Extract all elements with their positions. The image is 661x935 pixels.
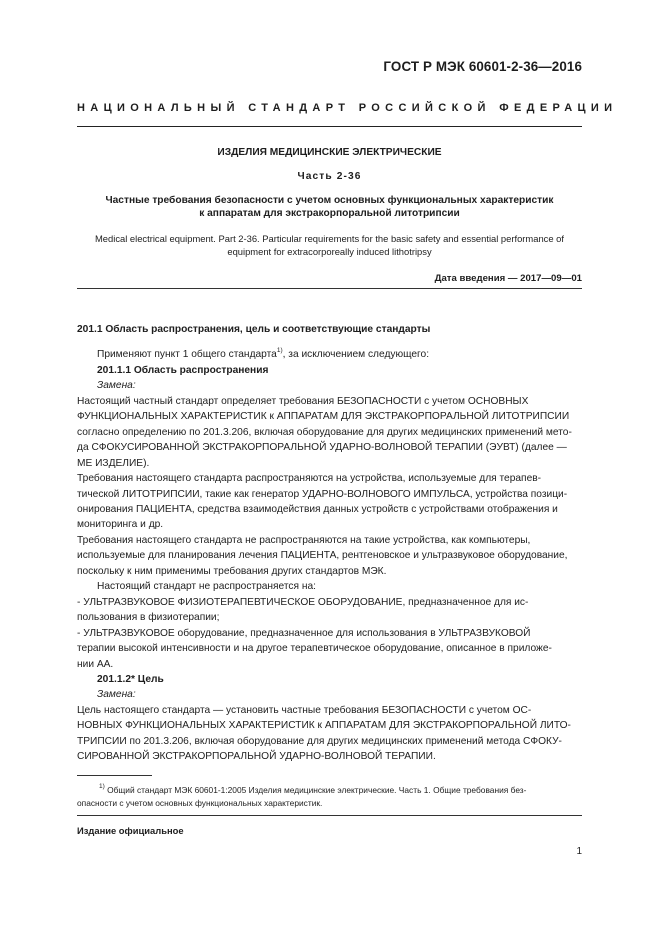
apply-text-end: , за исключением следующего:: [282, 349, 430, 361]
footnote-line: опасности с учетом основных функциональных характеристик.: [77, 797, 323, 808]
standard-id: ГОСТ Р МЭК 60601-2-36—2016: [383, 59, 582, 74]
introduction-date: Дата введения — 2017—09—01: [434, 273, 582, 284]
text-line: - УЛЬТРАЗВУКОВОЕ оборудование, предназначенное для использования в УЛЬТРАЗВУКОВОЙ: [77, 627, 531, 639]
text-line: Требования настоящего стандарта не распространяются на такие устройства, как компьютеры,: [77, 534, 531, 546]
replacement-label: Замена:: [97, 689, 136, 701]
list-item: [77, 626, 582, 672]
footnote-rule: [77, 775, 152, 776]
text-line: тической ЛИТОТРИПСИИ, такие как генератор УДАРНО-ВОЛНОВОГО ИМПУЛЬСА, устройства позици-: [77, 488, 568, 500]
paragraph-devices: [77, 471, 582, 533]
body-text: [77, 322, 582, 765]
paragraph-not-applicable: Настоящий стандарт не распространяется на:: [97, 581, 317, 593]
text-line: пользования в физиотерапии;: [77, 612, 220, 624]
document-title: ИЗДЕЛИЯ МЕДИЦИНСКИЕ ЭЛЕКТРИЧЕСКИЕ: [217, 147, 442, 158]
text-line: нии АА.: [77, 658, 114, 670]
text-line: ТРИПСИИ по 201.3.206, включая оборудование для других медицинских применений метода СФОКУ-: [77, 735, 562, 747]
paragraph-purpose: [77, 703, 582, 765]
page-number: 1: [576, 846, 582, 857]
apply-paragraph: [77, 343, 582, 362]
subtitle-en-line: Medical electrical equipment. Part 2-36. Particular requirements for the basic safety and essential performance of: [95, 233, 564, 244]
text-line: ФУНКЦИОНАЛЬНЫХ ХАРАКТЕРИСТИК к АППАРАТАМ ДЛЯ ЭКСТРАКОРПОРАЛЬНОЙ ЛИТОТРИПСИИ: [77, 411, 570, 423]
text-line: Требования настоящего стандарта распространяются на устройства, используемые для терапев-: [77, 473, 542, 485]
subsection-heading: 201.1.2* Цель: [97, 673, 164, 685]
text-line: терапии высокой интенсивности и на другое терапевтическое оборудование, описанное в приложе-: [77, 643, 552, 655]
subtitle-ru-line: к аппаратам для экстракорпоральной литотрипсии: [199, 208, 460, 219]
paragraph-exclusions: [77, 533, 582, 579]
subtitle-russian: [77, 194, 582, 220]
edition-label: Издание официальное: [77, 825, 184, 836]
text-line: онирования ПАЦИЕНТА, средства взаимодействия данных устройств с устройствами отображения и: [77, 503, 558, 515]
header-rule: [77, 126, 582, 127]
text-line: используемые для планирования лечения ПАЦИЕНТА, рентгеновское и ультразвуковое оборудование,: [77, 550, 568, 562]
footnote: [77, 781, 582, 809]
subtitle-ru-line: Частные требования безопасности с учетом основных функциональных характеристик: [105, 195, 554, 206]
footer-rule: [77, 815, 582, 816]
subtitle-english: [77, 233, 582, 258]
text-line: НОВНЫХ ФУНКЦИОНАЛЬНЫХ ХАРАКТЕРИСТИК к АППАРАТАМ ДЛЯ ЭКСТРАКОРПОРАЛЬНОЙ ЛИТО-: [77, 720, 571, 732]
text-line: СИРОВАННОЙ ЭКСТРАКОРПОРАЛЬНОЙ УДАРНО-ВОЛНОВОЙ ТЕРАПИИ.: [77, 751, 436, 763]
list-item: [77, 595, 582, 626]
text-line: согласно определению по 201.3.206, включая оборудование для других медицинских применений мето-: [77, 426, 572, 438]
text-line: Цель настоящего стандарта — установить частные требования БЕЗОПАСНОСТИ с учетом ОС-: [77, 704, 532, 716]
part-label: Часть 2-36: [297, 171, 362, 182]
text-line: поскольку к ним применимы требования других стандартов МЭК.: [77, 565, 387, 577]
subtitle-en-line: equipment for extracorporeally induced lithotripsy: [227, 245, 432, 257]
text-line: МЕ ИЗДЕЛИЕ).: [77, 457, 150, 469]
footnote-reference: 1): [276, 347, 283, 355]
section-heading: 201.1 Область распространения, цель и соответствующие стандарты: [77, 324, 431, 335]
date-rule: [77, 288, 582, 289]
text-line: Настоящий частный стандарт определяет требования БЕЗОПАСНОСТИ с учетом ОСНОВНЫХ: [77, 395, 529, 407]
subsection-heading: 201.1.1 Область распространения: [97, 364, 269, 376]
national-standard-heading: НАЦИОНАЛЬНЫЙ СТАНДАРТ РОССИЙСКОЙ ФЕДЕРАЦИИ: [77, 102, 618, 114]
replacement-label: Замена:: [97, 380, 136, 392]
text-line: мониторинга и др.: [77, 519, 164, 531]
footnote-mark: 1): [99, 783, 105, 790]
paragraph-scope: [77, 394, 582, 471]
footnote-line: [77, 781, 582, 797]
apply-text: Применяют пункт 1 общего стандарта: [97, 349, 277, 361]
text-line: - УЛЬТРАЗВУКОВОЕ ФИЗИОТЕРАПЕВТИЧЕСКОЕ ОБОРУДОВАНИЕ, предназначенное для ис-: [77, 596, 529, 608]
footnote-text: Общий стандарт МЭК 60601-1:2005 Изделия медицинские электрические. Часть 1. Общие требования без-: [104, 785, 527, 795]
text-line: да СФОКУСИРОВАННОЙ ЭКСТРАКОРПОРАЛЬНОЙ УДАРНО-ВОЛНОВОЙ ТЕРАПИИ (ЭУВТ) (далее —: [77, 442, 567, 454]
